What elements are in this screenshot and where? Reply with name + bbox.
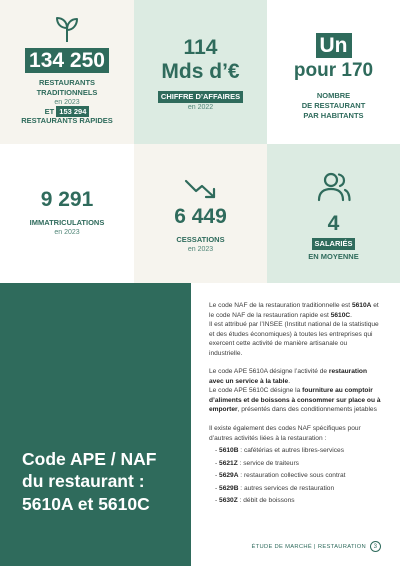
ca-value-line2: Mds d’€ (161, 60, 240, 83)
code-desc: : débit de boissons (237, 497, 295, 505)
list-item: - 5630Z : débit de boissons (215, 497, 295, 505)
extra-label: RESTAURANTS RAPIDES (21, 116, 113, 126)
text-p1a: Le code NAF de la restauration traditionnelle est (209, 302, 352, 309)
text-p1b: 5610A (351, 302, 372, 309)
stat-immatriculations (0, 144, 134, 283)
description-text (209, 301, 381, 509)
restaurants-label: RESTAURANTS TRADITIONNELS (36, 78, 98, 97)
text-p2b: restauration avec un service à la table (209, 368, 367, 385)
footer-separator: | (314, 543, 316, 550)
restaurants-value: 134 250 (25, 48, 109, 73)
stat-density (267, 0, 400, 144)
cessations-label: CESSATIONS (176, 235, 225, 244)
immat-value: 9 291 (40, 188, 94, 211)
density-label-1: NOMBRE (316, 91, 351, 100)
cessations-year: en 2023 (187, 245, 214, 253)
stat-chiffre-affaires (134, 0, 267, 144)
text-p2c: . (288, 377, 291, 385)
text-p1e: . (350, 311, 352, 319)
density-value-rest: pour 170 (293, 60, 374, 81)
page-footer (251, 541, 381, 552)
text-p2f: , présentés dans des conditionnements jetables (237, 406, 377, 414)
codes-list (215, 446, 381, 506)
text-p2d: Le code APE 5610C désigne la (209, 387, 303, 395)
list-item: - 5610B : cafétérias et autres libres-services (215, 447, 345, 455)
immat-label: IMMATRICULATIONS (29, 218, 105, 227)
text-p2a: Le code APE 5610A désigne l’activité de (209, 368, 329, 376)
code-value: 5621Z (219, 459, 238, 467)
density-label-3: PAR HABITANTS (303, 110, 364, 120)
ca-label: CHIFFRE D’AFFAIRES (158, 91, 243, 103)
salaries-value: 4 (327, 212, 340, 235)
extra-prefix: ET (44, 106, 55, 116)
code-desc: : cafétérias et autres libres-services (238, 447, 345, 455)
code-desc: : autres services de restauration (238, 484, 335, 492)
cessations-value: 6 449 (174, 205, 227, 228)
ca-year: en 2022 (187, 103, 214, 111)
paragraph-other-codes: Il existe également des codes NAF spécifiques pour d’autres activités liées à la restauration : (209, 425, 361, 442)
code-title-line3: 5610A et 5610C (22, 493, 150, 514)
footer-left: ÉTUDE DE MARCHÉ (251, 543, 313, 550)
code-title (22, 448, 157, 515)
list-item: - 5621Z : service de traiteurs (215, 459, 299, 467)
paragraph-naf (209, 301, 381, 358)
trend-down-arrow-icon (184, 178, 218, 200)
extra-value: 153 294 (56, 106, 89, 117)
ca-value-line1: 114 (183, 36, 218, 59)
code-block-background (0, 283, 191, 566)
density-label-2: DE RESTAURANT (301, 100, 366, 110)
code-value: 5610B (219, 447, 239, 455)
salaries-label-rest: EN MOYENNE (308, 251, 359, 261)
restaurants-extra (45, 107, 90, 117)
page-number: 3 (370, 541, 381, 552)
list-item: - 5629A : restauration collective sous contrat (215, 472, 346, 480)
density-value-tag: Un (316, 33, 352, 58)
plant-sprout-icon (54, 14, 80, 44)
text-p1d: 5610C (330, 311, 351, 319)
code-value: 5629B (219, 484, 239, 492)
code-title-line1: Code APE / NAF (22, 449, 157, 469)
users-icon (316, 171, 352, 203)
immat-year: en 2023 (54, 228, 80, 236)
text-p1c: et le code NAF de la restauration rapide est (209, 302, 379, 319)
text-p2e: fourniture au comptoir d’aliments et de boissons à consommer sur place ou à emporter (209, 387, 381, 414)
code-value: 5630Z (219, 497, 238, 505)
salaries-label-tag: SALARIÉS (312, 238, 356, 250)
stat-restaurants (0, 0, 134, 144)
code-value: 5629A (219, 472, 239, 480)
text-p1f: Il est attribué par l’INSEE (Institut national de la statistique et des études économiques) à toutes les entreprises qui exercent cette activité de manière artisanale ou industrielle. (209, 321, 379, 357)
code-title-line2: du restaurant : (22, 471, 145, 492)
stat-cessations (134, 144, 267, 283)
list-item: - 5629B : autres services de restauration (215, 484, 335, 492)
code-desc: : restauration collective sous contrat (238, 472, 346, 480)
restaurants-year: en 2023 (54, 98, 80, 106)
paragraph-ape (209, 367, 381, 415)
footer-right: RESTAURATION (317, 543, 366, 550)
stat-salaries (267, 144, 400, 283)
code-desc: : service de traiteurs (237, 459, 299, 467)
